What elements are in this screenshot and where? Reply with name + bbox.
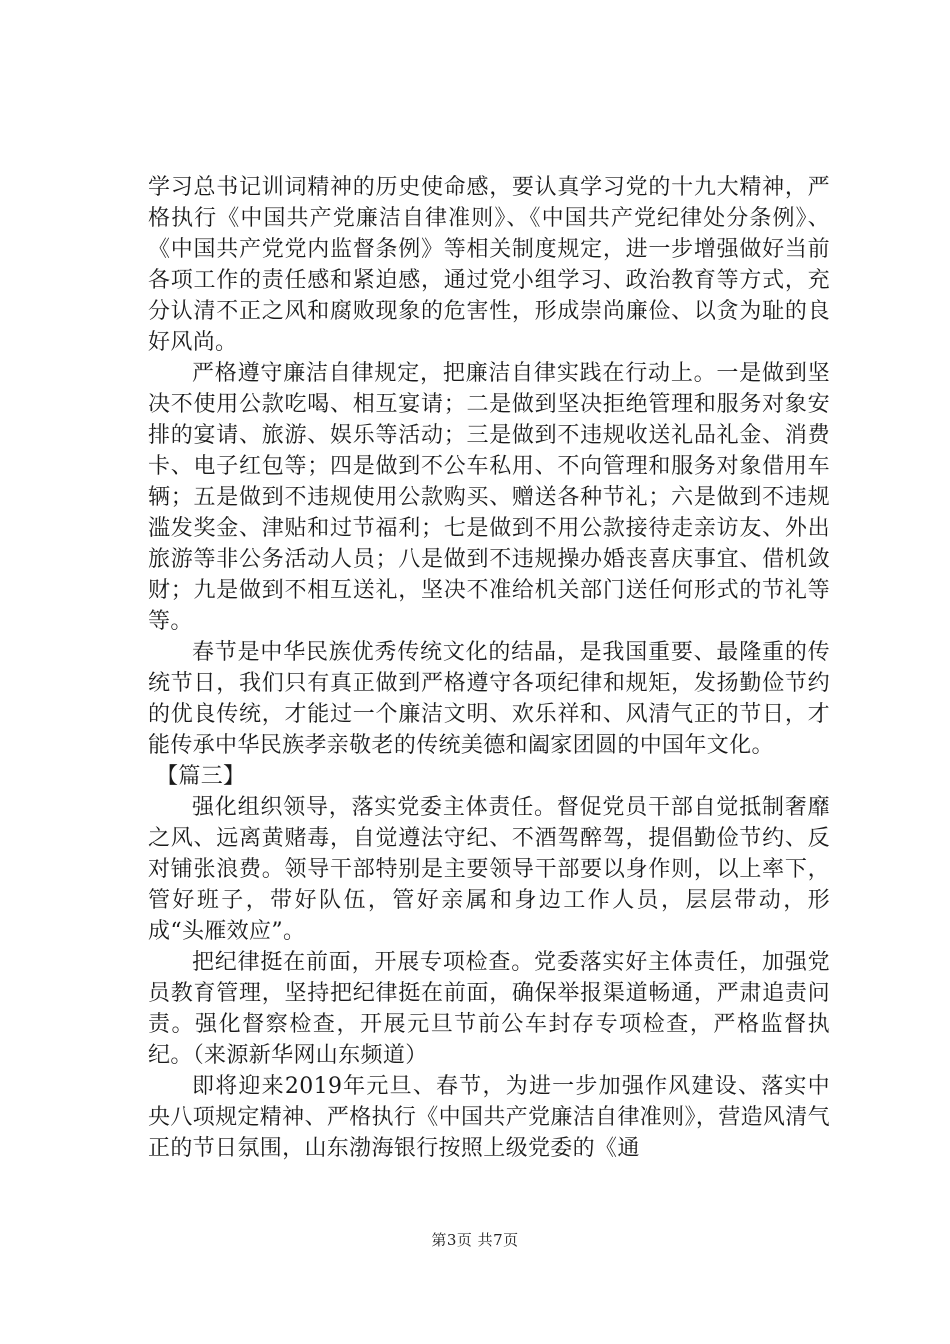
paragraph: 学习总书记训词精神的历史使命感，要认真学习党的十九大精神，严格执行《中国共产党廉洁自律准则》、《中国共产党纪律处分条例》、《中国共产党党内监督条例》等相关制度规定，进一步增强做好当前各项工作的责任感和紧迫感，通过党小组学习、政治教育等方式，充分认清不正之风和腐败现象的危害性，形成崇尚廉俭、以贪为耻的良好风尚。 bbox=[148, 175, 830, 355]
paragraph: 春节是中华民族优秀传统文化的结晶，是我国重要、最隆重的传统节日，我们只有真正做到严格遵守各项纪律和规矩，发扬勤俭节约的优良传统，才能过一个廉洁文明、欢乐祥和、风清气正的节日，才能传承中华民族孝亲敬老的传统美德和阖家团圆的中国年文化。 bbox=[148, 640, 830, 758]
page-footer: 第3页 共7页 bbox=[431, 1231, 519, 1249]
paragraph: 强化组织领导，落实党委主体责任。督促党员干部自觉抵制奢靡之风、远离黄赌毒，自觉遵法守纪、不酒驾醉驾，提倡勤俭节约、反对铺张浪费。领导干部特别是主要领导干部要以身作则，以上率下，管好班子，带好队伍，管好亲属和身边工作人员，层层带动，形成“头雁效应”。 bbox=[148, 795, 830, 944]
paragraph: 把纪律挺在前面，开展专项检查。党委落实好主体责任，加强党员教育管理，坚持把纪律挺在前面，确保举报渠道畅通，严肃追责问责。强化督察检查，开展元旦节前公车封存专项检查，严格监督执纪。（来源新华网山东频道） bbox=[148, 950, 830, 1068]
paragraph: 严格遵守廉洁自律规定，把廉洁自律实践在行动上。一是做到坚决不使用公款吃喝、相互宴请；二是做到坚决拒绝管理和服务对象安排的宴请、旅游、娱乐等活动；三是做到不违规收送礼品礼金、消费卡、电子红包等；四是做到不公车私用、不向管理和服务对象借用车辆；五是做到不违规使用公款购买、赠送各种节礼；六是做到不违规滥发奖金、津贴和过节福利；七是做到不用公款接待走亲访友、外出旅游等非公务活动人员；八是做到不违规操办婚丧喜庆事宜、借机敛财；九是做到不相互送礼，坚决不准给机关部门送任何形式的节礼等等。 bbox=[148, 361, 830, 634]
document-body bbox=[148, 172, 830, 1164]
paragraph: 即将迎来2019年元旦、春节，为进一步加强作风建设、落实中央八项规定精神、严格执行《中国共产党廉洁自律准则》，营造风清气正的节日氛围，山东渤海银行按照上级党委的《通 bbox=[148, 1074, 830, 1161]
section-heading: 【篇三】 bbox=[156, 764, 246, 789]
